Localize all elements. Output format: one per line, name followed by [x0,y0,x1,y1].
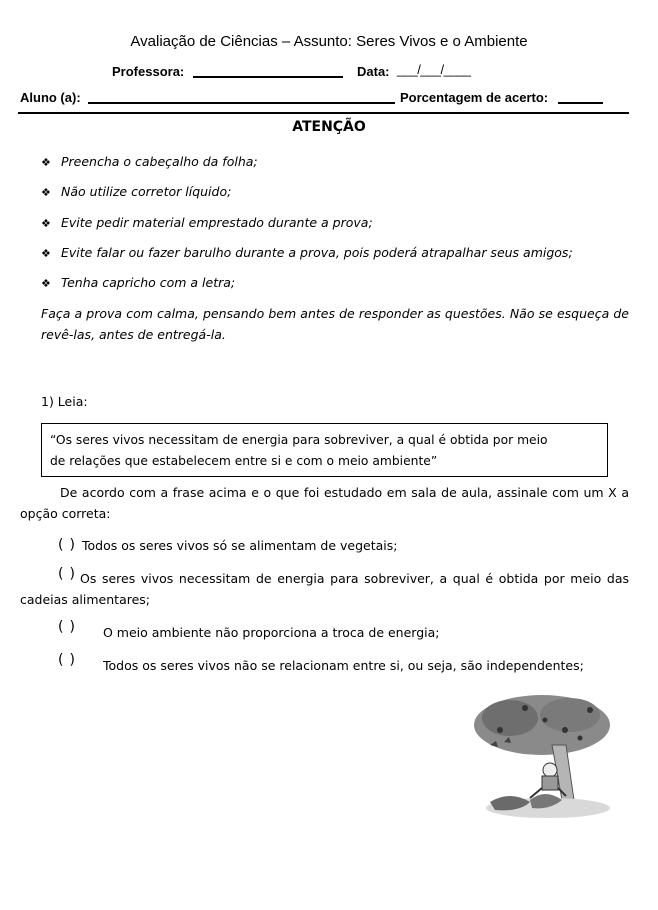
professora-blank[interactable] [193,76,343,78]
option-1-text: Todos os seres vivos só se alimentam de vegetais; [82,538,398,553]
option-3-checkbox[interactable] [58,620,75,637]
option-2-text: Os seres vivos necessitam de energia para sobreviver, a qual é obtida por meio das cadeias alimentares; [20,571,629,607]
diamond-bullet-icon: ❖ [41,277,51,290]
porcentagem-label: Porcentagem de acerto: [400,90,549,105]
option-3-text: O meio ambiente não proporciona a troca de energia; [103,625,440,640]
attention-item: ❖ Não utilize corretor líquido; [41,184,232,199]
attention-item: ❖ Preencha o cabeçalho da folha; [41,154,258,169]
header-divider [18,112,629,114]
diamond-bullet-icon: ❖ [41,186,51,199]
option-4-checkbox[interactable] [58,653,75,670]
porcentagem-blank[interactable] [558,102,603,104]
quote-box [41,423,608,477]
attention-title: ATENÇÃO [292,119,366,135]
attention-item: ❖ Evite pedir material emprestado durante a prova; [41,215,373,230]
data-label: Data: [357,64,390,79]
tree-with-child-icon [470,690,620,820]
exam-title: Avaliação de Ciências – Assunto: Seres Vivos e o Ambiente [130,33,528,50]
professora-label: Professora: [112,64,185,79]
diamond-bullet-icon: ❖ [41,247,51,260]
question-1-instruction: De acordo com a frase acima e o que foi estudado em sala de aula, assinale com um X a opção correta: [20,485,629,521]
aluno-blank[interactable] [88,102,395,104]
attention-item: ❖ Evite falar ou fazer barulho durante a prova, pois poderá atrapalhar seus amigos; [41,245,573,260]
question-1-label: 1) Leia: [41,394,88,409]
aluno-label: Aluno (a): [20,90,81,105]
diamond-bullet-icon: ❖ [41,156,51,169]
date-blanks[interactable]: ___/___/____ [397,62,471,77]
option-1-checkbox[interactable] [58,538,75,555]
attention-item: ❖ Tenha capricho com a letra; [41,275,236,290]
option-4-text: Todos os seres vivos não se relacionam entre si, ou seja, são independentes; [103,658,584,673]
attention-closing: Faça a prova com calma, pensando bem antes de responder as questões. Não se esqueça de revê-las, antes de entregá-la. [41,306,629,342]
diamond-bullet-icon: ❖ [41,217,51,230]
quote-text: “Os seres vivos necessitam de energia para sobreviver, a qual é obtida por meio de relações que estabelecem entre si e com o meio ambiente” [50,433,548,468]
